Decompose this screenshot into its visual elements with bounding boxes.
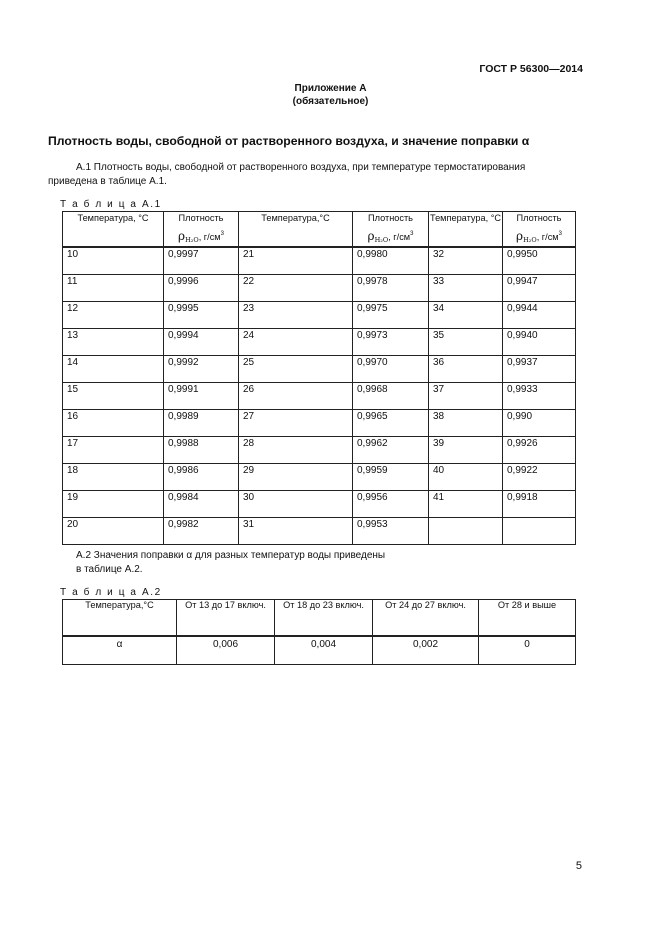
paragraph-a2-line2: в таблице А.2. (76, 564, 143, 575)
table-cell: 0,9986 (164, 464, 239, 491)
table-cell: 35 (429, 329, 503, 356)
table-cell: 0,9996 (164, 275, 239, 302)
page-number: 5 (575, 860, 582, 872)
table2-caption: Т а б л и ц а А.2 (60, 587, 162, 598)
table-cell: 24 (239, 329, 353, 356)
table-cell: 0,9965 (353, 410, 429, 437)
table-cell: 18 (63, 464, 164, 491)
table-cell: 19 (63, 491, 164, 518)
table-cell: 0,9984 (164, 491, 239, 518)
table-cell: 0,9991 (164, 383, 239, 410)
table-cell: 0,9992 (164, 356, 239, 383)
paragraph-a1-line2: приведена в таблице А.1. (48, 176, 167, 187)
table-cell: 0,9988 (164, 437, 239, 464)
table-cell: 0,9953 (353, 518, 429, 545)
table-row (63, 464, 576, 491)
table-cell: 0,9962 (353, 437, 429, 464)
table-cell: 0,9947 (503, 275, 576, 302)
header-density: Плотность $\rho_{H_2O}$, $г/см^3$ (353, 212, 429, 248)
table-cell: 12 (63, 302, 164, 329)
table-cell: 0,002 (373, 636, 479, 665)
table2-header-row (63, 600, 576, 637)
table-row (63, 247, 576, 275)
table-cell: 0,9980 (353, 247, 429, 275)
table-row (63, 383, 576, 410)
table-cell: 0,9982 (164, 518, 239, 545)
table-cell: 22 (239, 275, 353, 302)
table-cell: 27 (239, 410, 353, 437)
table-cell: 0,990 (503, 410, 576, 437)
header-cell: От 24 до 27 включ. (373, 600, 479, 637)
table-cell: 31 (239, 518, 353, 545)
table-cell: 21 (239, 247, 353, 275)
header-temperature: Температура, °С (63, 212, 164, 248)
density-table (62, 211, 576, 545)
table-cell: 0,004 (275, 636, 373, 665)
header-density: Плотность $\rho_{H_2O}$, $г/см^3$ (503, 212, 576, 248)
table-cell: 13 (63, 329, 164, 356)
table-cell: 40 (429, 464, 503, 491)
table-cell: 0,9926 (503, 437, 576, 464)
table-cell: 30 (239, 491, 353, 518)
paragraph-a1-line1: А.1 Плотность воды, свободной от растворенного воздуха, при температуре термостатирования (76, 162, 526, 173)
annex-title: Приложение А (294, 83, 367, 94)
table-cell: 23 (239, 302, 353, 329)
annex-subtitle: (обязательное) (292, 96, 369, 107)
header-temperature: Температура,°С (239, 212, 353, 248)
table-cell: 0,9940 (503, 329, 576, 356)
table-cell: 14 (63, 356, 164, 383)
table-cell: 26 (239, 383, 353, 410)
table-cell: 32 (429, 247, 503, 275)
table-cell: 33 (429, 275, 503, 302)
table-row (63, 491, 576, 518)
table-row (63, 437, 576, 464)
table-cell: 20 (63, 518, 164, 545)
table-row (63, 275, 576, 302)
table-row (63, 356, 576, 383)
table-cell: 0,9975 (353, 302, 429, 329)
table-cell (429, 518, 503, 545)
table-cell: 28 (239, 437, 353, 464)
table-cell: 0,9970 (353, 356, 429, 383)
table-cell: 0,9997 (164, 247, 239, 275)
header-cell: От 13 до 17 включ. (177, 600, 275, 637)
table-cell: 11 (63, 275, 164, 302)
header-cell: От 18 до 23 включ. (275, 600, 373, 637)
table-cell: 0 (479, 636, 576, 665)
table-cell: 17 (63, 437, 164, 464)
table-cell: 0,9937 (503, 356, 576, 383)
header-temperature: Температура, °С (429, 212, 503, 248)
table-cell: 29 (239, 464, 353, 491)
table-row (63, 329, 576, 356)
table-cell: 0,9944 (503, 302, 576, 329)
table-cell: α (63, 636, 177, 665)
document-code: ГОСТ Р 56300—2014 (479, 63, 583, 75)
table-cell: 0,006 (177, 636, 275, 665)
table-cell: 38 (429, 410, 503, 437)
table-cell: 0,9956 (353, 491, 429, 518)
table-cell: 37 (429, 383, 503, 410)
table-cell: 15 (63, 383, 164, 410)
table-cell: 36 (429, 356, 503, 383)
table-cell: 0,9922 (503, 464, 576, 491)
table-cell: 0,9978 (353, 275, 429, 302)
table-cell: 0,9918 (503, 491, 576, 518)
table-row (63, 302, 576, 329)
correction-table (62, 599, 576, 665)
table-cell: 0,9968 (353, 383, 429, 410)
table-row (63, 410, 576, 437)
header-cell: От 28 и выше (479, 600, 576, 637)
paragraph-a2-line1: А.2 Значения поправки α для разных температур воды приведены (76, 550, 386, 561)
table-row (63, 636, 576, 665)
table-cell: 0,9994 (164, 329, 239, 356)
table-cell: 0,9995 (164, 302, 239, 329)
table-cell: 0,9933 (503, 383, 576, 410)
table-cell: 0,9989 (164, 410, 239, 437)
table-cell: 39 (429, 437, 503, 464)
table-cell: 0,9950 (503, 247, 576, 275)
table-cell: 41 (429, 491, 503, 518)
table-cell: 0,9973 (353, 329, 429, 356)
table-row (63, 518, 576, 545)
table1-header-row (63, 212, 576, 248)
section-heading: Плотность воды, свободной от растворенного воздуха, и значение поправки α (48, 134, 530, 148)
header-density: Плотность $\rho_{H_2O}$, $г/см^3$ (164, 212, 239, 248)
table-cell (503, 518, 576, 545)
table-cell: 34 (429, 302, 503, 329)
table-cell: 10 (63, 247, 164, 275)
table1-caption: Т а б л и ц а А.1 (60, 199, 162, 210)
table-cell: 0,9959 (353, 464, 429, 491)
table-cell: 16 (63, 410, 164, 437)
header-cell: Температура,°С (63, 600, 177, 637)
table-cell: 25 (239, 356, 353, 383)
